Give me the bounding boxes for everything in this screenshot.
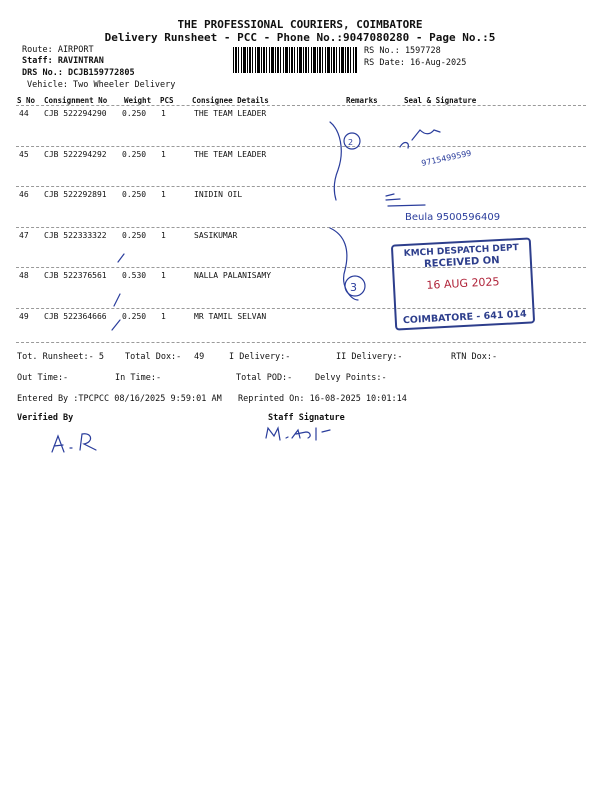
remarks-circle-number: 3 <box>350 281 357 294</box>
remarks-circle-number: 2 <box>348 138 354 147</box>
row-pcs: 1 <box>161 231 166 240</box>
row-pcs: 1 <box>161 190 166 199</box>
row-consignment: CJB 522333322 <box>44 231 107 240</box>
rtn-dox: RTN Dox:- <box>451 352 498 362</box>
delvy-points: Delvy Points:- <box>315 373 387 383</box>
row-sno: 44 <box>19 109 29 118</box>
row-consignee: MR TAMIL SELVAN <box>194 312 267 321</box>
col-sno: S No <box>17 96 36 105</box>
stamp-city: COIMBATORE - 641 014 <box>402 308 527 327</box>
out-time: Out Time:- <box>17 373 69 383</box>
row-weight: 0.530 <box>122 271 147 280</box>
in-time: In Time:- <box>115 373 162 383</box>
total-dox-label: Total Dox:- <box>125 352 182 362</box>
runsheet-subtitle: Delivery Runsheet - PCC - Phone No.:9047080280 - Page No.:5 <box>104 31 496 44</box>
handwritten-receiver: Beula 9500596409 <box>405 212 501 223</box>
row-weight: 0.250 <box>122 150 147 159</box>
col-consignment: Consignment No <box>44 96 108 105</box>
row-sno: 48 <box>19 271 29 280</box>
entered-by: Entered By :TPCPCC 08/16/2025 9:59:01 AM <box>17 394 222 404</box>
row-consignee: THE TEAM LEADER <box>194 109 267 118</box>
ii-delivery: II Delivery:- <box>336 352 403 362</box>
verified-by: Verified By <box>17 413 74 423</box>
total-pod: Total POD:- <box>236 373 293 383</box>
row-weight: 0.250 <box>122 231 147 240</box>
tot-runsheet: Tot. Runsheet:- 5 <box>17 352 104 362</box>
col-weight: Weight <box>124 96 152 105</box>
vehicle-label: Vehicle: Two Wheeler Delivery <box>27 80 176 90</box>
row-pcs: 1 <box>161 109 166 118</box>
row-pcs: 1 <box>161 312 166 321</box>
i-delivery: I Delivery:- <box>229 352 291 362</box>
row-sno: 47 <box>19 231 29 240</box>
row-consignment: CJB 522376561 <box>44 271 107 280</box>
company-title: THE PROFESSIONAL COURIERS, COIMBATORE <box>177 18 423 31</box>
stamp-dept: KMCH DESPATCH DEPT <box>403 243 520 260</box>
handwritten-phone: 9715499599 <box>420 148 473 168</box>
col-remarks: Remarks <box>346 96 378 105</box>
row-consignee: THE TEAM LEADER <box>194 150 267 159</box>
received-stamp <box>391 237 535 330</box>
row-pcs: 1 <box>161 271 166 280</box>
stamp-received: RECEIVED ON <box>423 255 500 271</box>
col-seal: Seal & Signature <box>404 96 477 105</box>
route-label: Route: AIRPORT <box>22 45 94 55</box>
staff-signature: Staff Signature <box>268 413 345 423</box>
row-sno: 45 <box>19 150 29 159</box>
rs-number: RS No.: 1597728 <box>364 46 441 56</box>
total-dox-value: 49 <box>194 352 205 362</box>
rs-date: RS Date: 16-Aug-2025 <box>364 58 467 68</box>
staff-label: Staff: RAVINTRAN <box>22 56 104 66</box>
row-weight: 0.250 <box>122 312 147 321</box>
row-consignment: CJB 522292891 <box>44 190 107 199</box>
row-weight: 0.250 <box>122 109 147 118</box>
drs-number: DRS No.: DCJB159772805 <box>22 68 135 78</box>
row-sno: 46 <box>19 190 29 199</box>
row-pcs: 1 <box>161 150 166 159</box>
col-consignee: Consignee Details <box>192 96 269 105</box>
row-sno: 49 <box>19 312 29 321</box>
row-consignee: INIDIN OIL <box>194 190 243 199</box>
reprinted-on: Reprinted On: 16-08-2025 10:01:14 <box>238 394 407 404</box>
row-weight: 0.250 <box>122 190 147 199</box>
row-consignment: CJB 522294290 <box>44 109 107 118</box>
col-pcs: PCS <box>160 96 174 105</box>
row-consignee: SASIKUMAR <box>194 231 238 240</box>
row-consignee: NALLA PALANISAMY <box>194 271 272 280</box>
row-consignment: CJB 522294292 <box>44 150 107 159</box>
row-consignment: CJB 522364666 <box>44 312 107 321</box>
stamp-date: 16 AUG 2025 <box>426 275 500 292</box>
